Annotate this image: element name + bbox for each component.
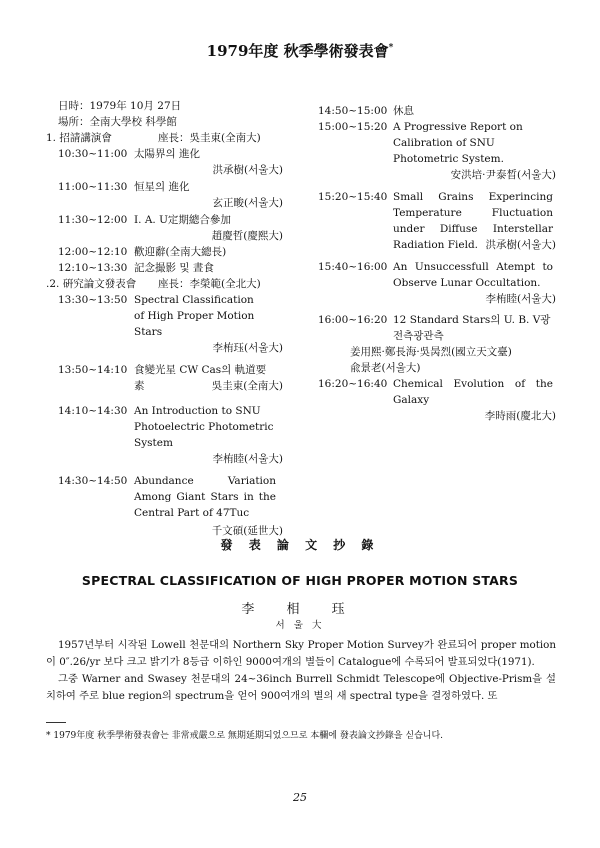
speaker: 玄正畯(서울大) [212,197,283,209]
talk-title: Spectral Classification of High Proper Motion Stars [134,294,255,338]
program-item [58,244,301,260]
talk-title: Small Grains Experincing Temperature Fluctuation under Diffuse Interstellar Radiation Field. [393,191,553,251]
page-title: 1979年度 秋季學術發表會* [206,42,394,60]
paragraph: 그중 Warner and Swasey 천문대의 24~36inch Burrell Schmidt Telescope에 Objective-Prism을 설치하여 주로 blue region의 spectrum을 얻어 900여개의 별의 새 spectral type을 결정하였다. 또 [46,673,556,702]
talk-title: A Progressive Report on Calibration of SNU Photometric System. [393,121,523,165]
time-slot: 13:50~14:10 [58,364,128,376]
session-label: 1. 招請講演會 [46,132,112,144]
program-item [58,403,301,467]
session-label: .2. 硏究論文發表會 [46,278,137,290]
time-slot: 11:00~11:30 [58,181,128,193]
time-slot: 16:20~16:40 [318,378,388,390]
speaker: 李栯珏(서울大) [212,342,283,354]
talk-title: 恒星의 進化 [134,181,190,193]
talk-title: An Introduction to SNU Photoelectric Photometric System [134,405,274,449]
talk-title: 歡迎辭(全南大總長) [134,246,227,258]
time-slot: 14:10~14:30 [58,405,128,417]
speaker: 安洪培·尹泰晳(서울大) [450,169,556,181]
talk-title: 休息 [393,105,414,117]
speaker: 洪承樹(서울大) [212,164,283,176]
talk-title: Chemical Evolution of the Galaxy [393,378,553,406]
program-right-column [318,103,556,424]
footnote: * 1979年度 秋季學術發表會는 非常戒嚴으로 無期延期되었으므로 本欄에 發表論文抄錄을 싣습니다. [46,731,444,741]
paper-author: 李 相 珏 [241,602,359,617]
program-item [318,119,556,183]
program-item [318,189,556,253]
program-item [58,362,301,394]
time-slot: 13:30~13:50 [58,294,128,306]
program-item [318,312,556,376]
speaker: 吳圭東(全南大) [211,380,283,392]
program-left-column [46,98,301,539]
program-item [318,259,556,307]
program-item [58,146,301,178]
event-place: 場所：全南大學校 科學館 [58,116,177,128]
talk-title: 記念撮影 및 晝食 [134,262,214,274]
talk-title: An Unsuccessfull Atempt to Observe Lunar Occultation. [393,261,553,289]
time-slot: 15:20~15:40 [318,191,388,203]
speaker: 李栯睦(서울大) [212,453,283,465]
program-item [58,292,301,356]
time-slot: 16:00~16:20 [318,314,388,326]
speaker: 姜用熙·鄭長海·吳昺烈(國立天文臺) 兪景老(서울大) [350,346,512,374]
speaker: 李時雨(慶北大) [484,410,556,422]
section-heading: 發 表 論 文 抄 錄 [220,538,380,552]
session-1-header [46,130,301,146]
time-slot: 15:40~16:00 [318,261,388,273]
talk-title: Abundance Variation Among Giant Stars in the Central Part of 47Tuc [134,475,276,519]
program-item [58,260,301,276]
paper-affiliation: 서 울 大 [275,620,325,631]
talk-title: 太陽界의 進化 [134,148,200,160]
time-slot: 14:50~15:00 [318,105,388,117]
page-number: 25 [293,791,307,804]
paper-body [46,637,556,705]
program-item [58,212,301,244]
talk-title: I. A. U定期總合參加 [134,214,231,226]
speaker: 千文碩(延世大) [211,525,283,537]
program-item [58,473,301,539]
program-item [318,376,556,424]
time-slot: 15:00~15:20 [318,121,388,133]
speaker: 洪承樹(서울大) [485,239,556,251]
talk-title: 12 Standard Stars의 U. B. V광전측광관측 [393,314,551,342]
time-slot: 10:30~11:00 [58,148,128,160]
speaker: 趙慶哲(慶熙大) [211,230,283,242]
speaker: 李栯睦(서울大) [485,293,556,305]
event-date: 日時：1979年 10月 27日 [58,100,182,112]
program-item [318,103,556,119]
time-slot: 12:10~13:30 [58,262,128,274]
footnote-rule [46,722,66,723]
program-item [58,179,301,211]
time-slot: 12:00~12:10 [58,246,128,258]
session-chair: 座長：李榮範(全北大) [158,278,261,290]
time-slot: 14:30~14:50 [58,475,128,487]
session-chair: 座長：吳圭東(全南大) [158,132,261,144]
session-2-header [46,276,301,292]
paragraph: 1957년부터 시작된 Lowell 천문대의 Northern Sky Proper Motion Survey가 완료되어 proper motion이 0″.26/yr 보다 크고 밝기가 8등급 이하인 9000여개의 별들이 Catalogue에 수록되어 발표되었다(1971). [46,639,556,668]
talk-title: 食變光星 CW Cas의 軌道要素 [134,364,267,392]
paper-title: SPECTRAL CLASSIFICATION OF HIGH PROPER MOTION STARS [81,573,519,588]
time-slot: 11:30~12:00 [58,214,128,226]
